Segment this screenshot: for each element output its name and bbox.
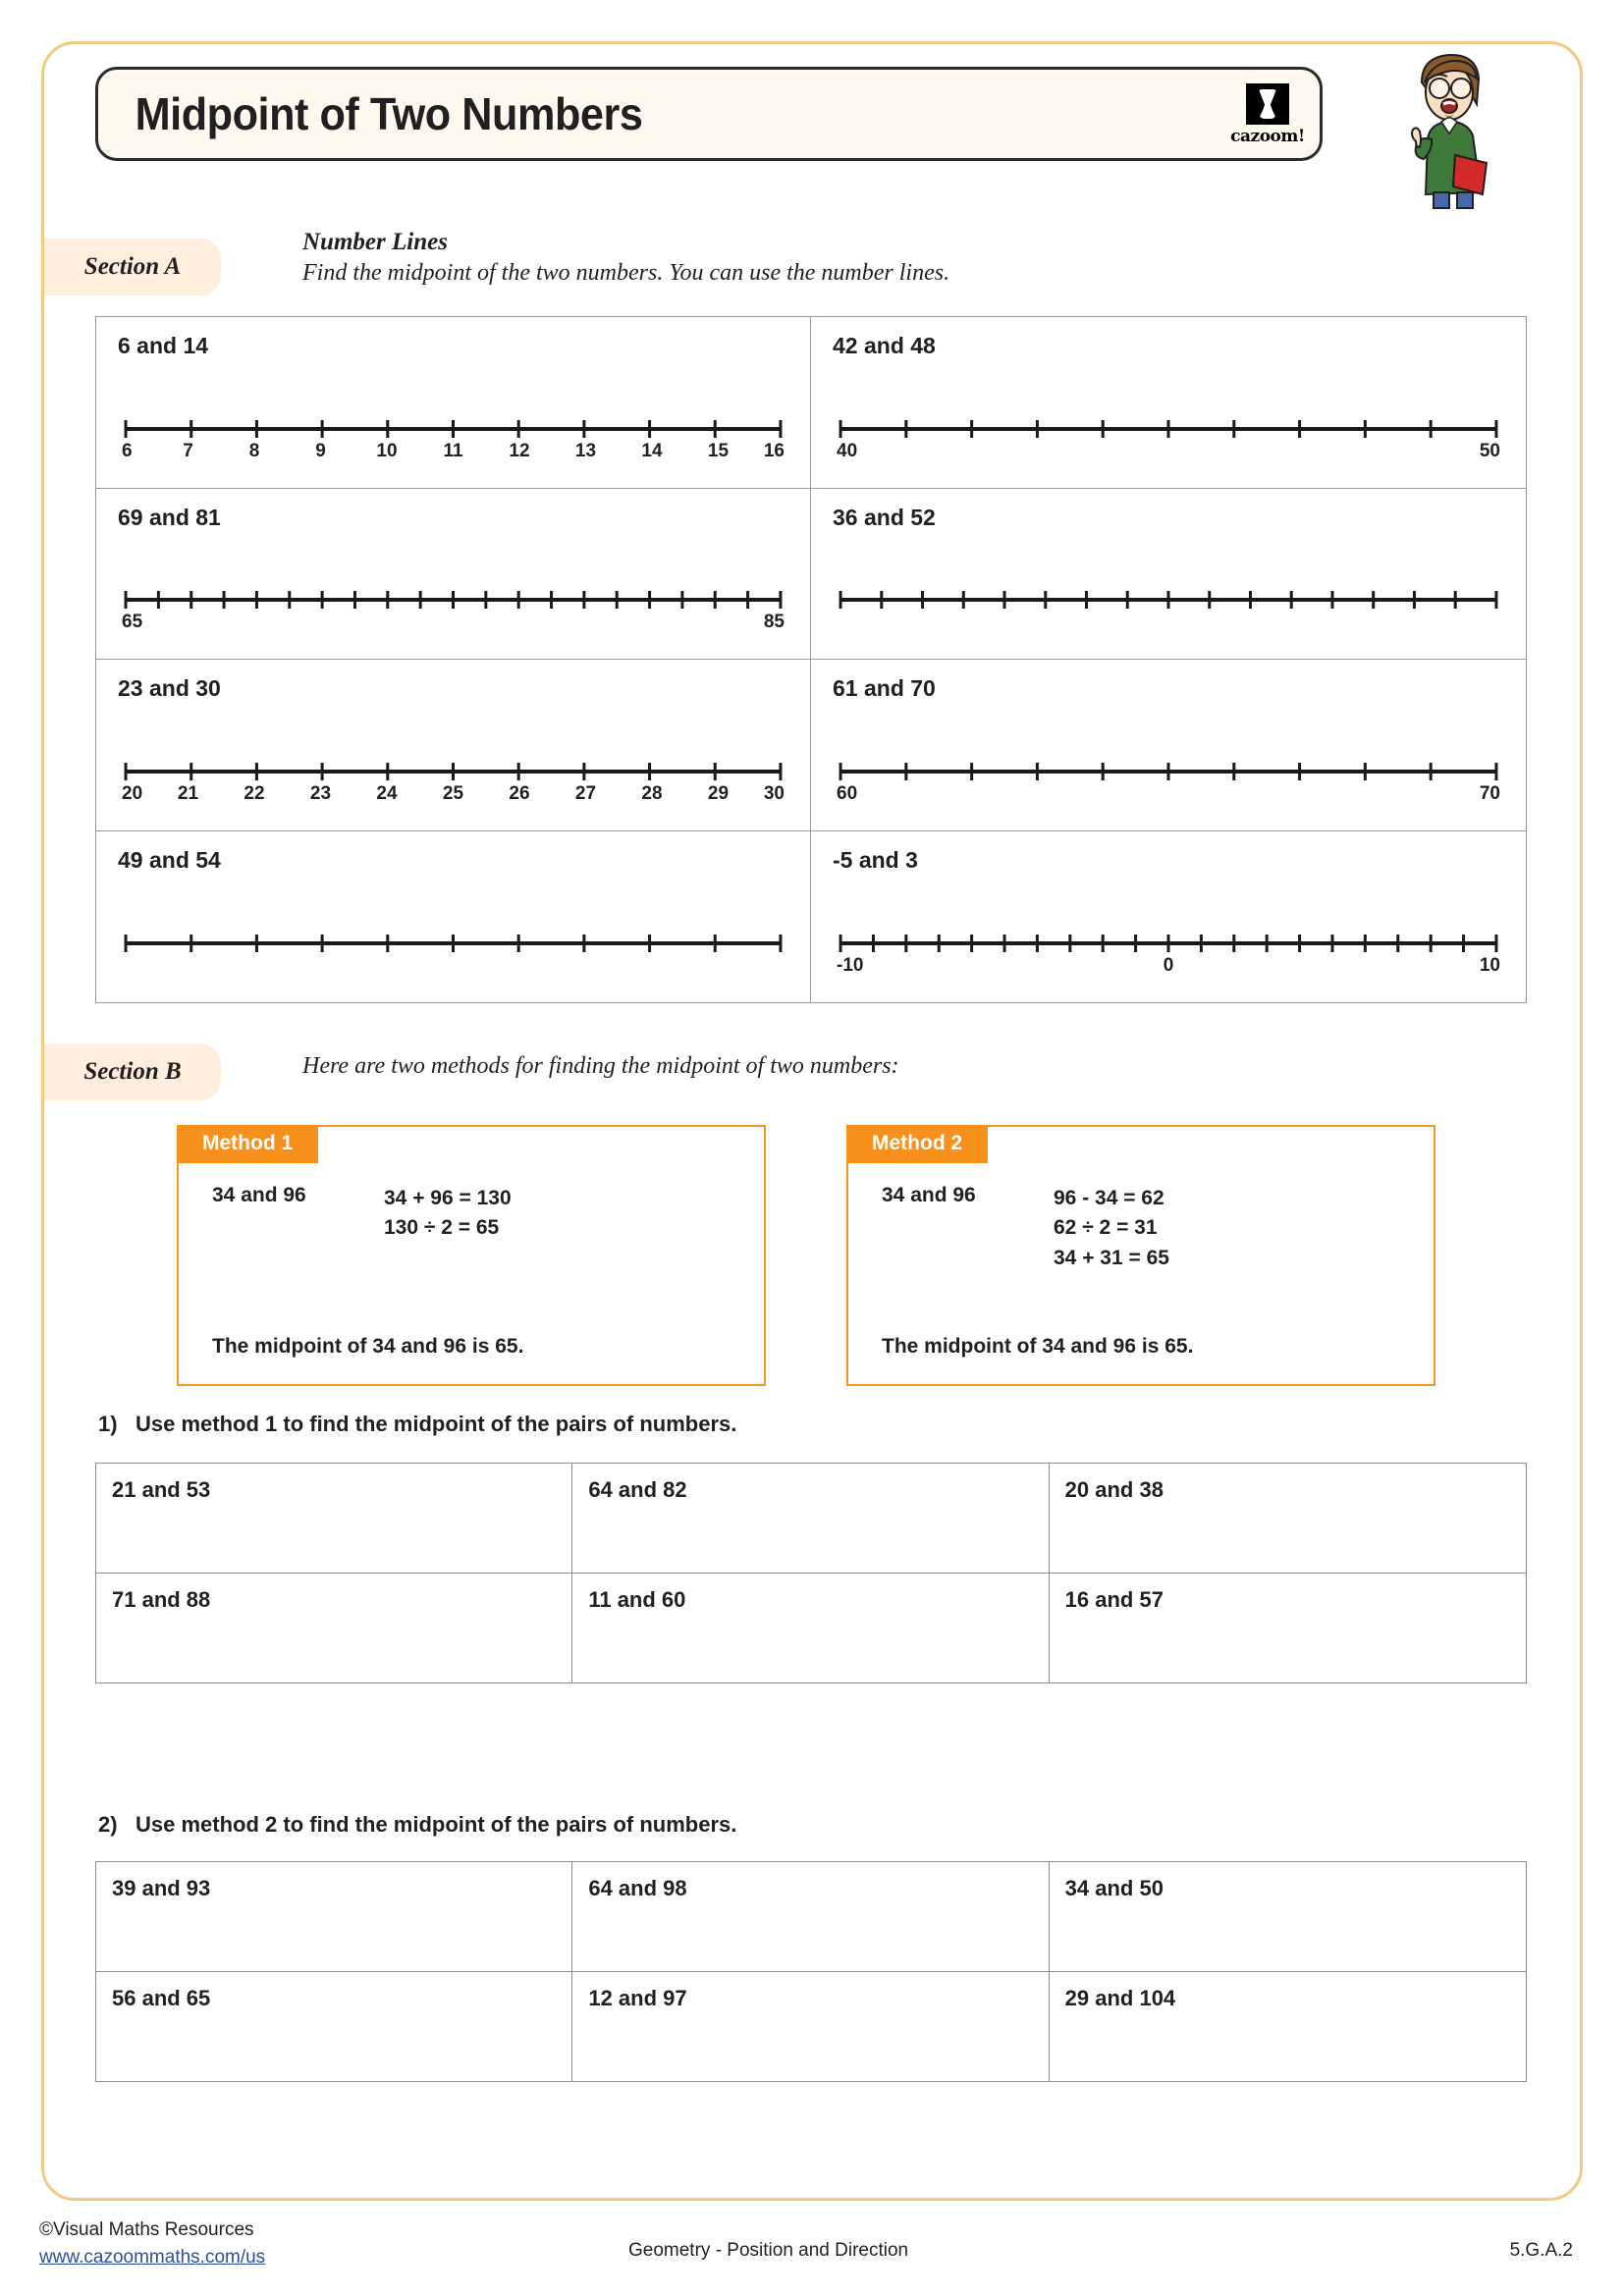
method-1-steps <box>384 1184 512 1244</box>
answer-cell[interactable]: 34 and 50 <box>1050 1862 1526 1972</box>
method-2-conclusion: The midpoint of 34 and 96 is 65. <box>882 1335 1194 1358</box>
cazoom-logo <box>1230 83 1305 150</box>
teacher-mascot-icon <box>1392 45 1510 212</box>
number-line-tick-label: 7 <box>183 440 193 461</box>
number-line-tick-label: 10 <box>1479 955 1500 976</box>
answer-cell[interactable]: 39 and 93 <box>96 1862 572 1972</box>
answer-cell[interactable]: 64 and 98 <box>572 1862 1049 1972</box>
answer-cell[interactable]: 29 and 104 <box>1064 1985 1176 2010</box>
method-2-step-1: 96 - 34 = 62 <box>1054 1187 1164 1209</box>
number-line-tick-label: 26 <box>509 782 530 804</box>
footer-topic: Geometry - Position and Direction <box>628 2240 909 2261</box>
number-line-tick-label: 14 <box>641 440 663 461</box>
method-1-pair: 34 and 96 <box>212 1184 306 1206</box>
number-line-tick-label: 16 <box>763 440 785 461</box>
method-2-title: Method 2 <box>846 1125 988 1163</box>
number-line-pair-label: 6 and 14 <box>118 333 209 358</box>
number-line-tick-label: 11 <box>443 440 463 461</box>
method-2-steps <box>1054 1184 1169 1273</box>
footer-left <box>39 2216 265 2270</box>
answer-cell[interactable]: 12 and 97 <box>572 1972 1049 2082</box>
answer-cell[interactable]: 21 and 53 <box>96 1464 572 1574</box>
method-1-title: Method 1 <box>177 1125 318 1163</box>
number-line-pair-label: 42 and 48 <box>833 333 936 358</box>
answer-cell[interactable]: 64 and 82 <box>572 1464 1049 1574</box>
footer-standard: 5.G.A.2 <box>1509 2240 1573 2261</box>
cazoom-wordmark: cazoom! <box>1230 127 1305 146</box>
number-line-tick-label: 27 <box>574 782 597 804</box>
number-line-tick-label: 20 <box>122 782 143 804</box>
number-line-cell <box>96 489 811 661</box>
number-line-pair-label: 69 and 81 <box>118 504 221 530</box>
number-line-cell <box>811 831 1526 1003</box>
number-line-cell <box>96 317 811 489</box>
number-line-tick-label: 6 <box>122 440 133 461</box>
footer-copyright: ©Visual Maths Resources <box>39 2219 254 2240</box>
section-b-instruction-wrap <box>302 1053 1382 1080</box>
number-line-axis <box>122 922 785 981</box>
question-1-answer-table <box>95 1463 1527 1683</box>
number-line-axis <box>122 750 785 809</box>
method-2-step-2: 62 ÷ 2 = 31 <box>1054 1216 1158 1240</box>
number-line-cell <box>811 489 1526 661</box>
number-line-grid <box>95 316 1527 1003</box>
number-line-tick-label: 10 <box>376 440 398 461</box>
number-line-tick-label: 28 <box>641 782 663 804</box>
section-a-heading: Number Lines <box>302 229 448 255</box>
number-line-tick-label: 15 <box>707 440 730 461</box>
method-1-step-1: 34 + 96 = 130 <box>384 1187 512 1209</box>
method-2-pair: 34 and 96 <box>882 1184 976 1206</box>
method-1-step-2: 130 ÷ 2 = 65 <box>384 1216 500 1240</box>
number-line-cell <box>811 660 1526 831</box>
number-line-pair-label: 49 and 54 <box>118 846 221 873</box>
section-a-description <box>302 229 1284 287</box>
number-line-cell <box>96 831 811 1003</box>
question-2-answer-table <box>95 1861 1527 2082</box>
worksheet-title-bar <box>95 67 1323 161</box>
number-line-tick-label: 60 <box>837 782 858 804</box>
number-line-tick-label: 24 <box>376 782 398 804</box>
answer-cell[interactable]: 56 and 65 <box>96 1972 572 2082</box>
number-line-pair-label: 61 and 70 <box>833 675 936 701</box>
section-a-instruction: Find the midpoint of the two numbers. You can use the number lines. <box>302 260 950 286</box>
number-line-tick-label: 23 <box>309 782 332 804</box>
number-line-cell <box>96 660 811 831</box>
section-a-pill: Section A <box>44 239 221 295</box>
number-line-tick-label: 30 <box>763 782 785 804</box>
question-1-label <box>98 1412 736 1437</box>
method-1-box <box>177 1125 766 1386</box>
number-line-tick-label: -10 <box>837 955 864 976</box>
number-line-pair-label: 23 and 30 <box>118 675 221 701</box>
section-b-instruction: Here are two methods for finding the midpoint of two numbers: <box>302 1053 899 1079</box>
number-line-pair-label: -5 and 3 <box>833 846 918 873</box>
page-footer <box>0 2216 1624 2295</box>
number-line-axis <box>837 750 1500 809</box>
number-line-axis <box>122 578 785 637</box>
question-2-number: 2) <box>98 1812 118 1837</box>
answer-cell[interactable]: 20 and 38 <box>1050 1464 1526 1574</box>
number-line-tick-label: 50 <box>1479 440 1500 461</box>
question-2-text: Use method 2 to find the midpoint of the pairs of numbers. <box>135 1812 737 1837</box>
number-line-tick-label: 0 <box>1163 955 1174 976</box>
cazoom-cup-icon <box>1246 83 1289 125</box>
question-1-text: Use method 1 to find the midpoint of the pairs of numbers. <box>135 1412 737 1436</box>
answer-cell[interactable]: 11 and 60 <box>572 1574 1049 1683</box>
number-line-tick-label: 25 <box>442 782 464 804</box>
number-line-cell <box>811 317 1526 489</box>
number-line-tick-label: 22 <box>244 782 265 804</box>
number-line-tick-label: 85 <box>763 612 785 632</box>
number-line-tick-label: 65 <box>122 612 143 632</box>
number-line-tick-label: 29 <box>707 782 730 804</box>
method-2-box <box>846 1125 1435 1386</box>
number-line-tick-label: 70 <box>1479 782 1500 804</box>
question-2-label <box>98 1812 736 1838</box>
footer-website-link[interactable]: www.cazoommaths.com/us <box>39 2246 266 2268</box>
answer-cell[interactable]: 71 and 88 <box>96 1574 572 1683</box>
number-line-axis <box>122 407 785 466</box>
number-line-pair-label: 36 and 52 <box>833 504 936 530</box>
answer-cell[interactable]: 16 and 57 <box>1064 1586 1164 1612</box>
number-line-tick-label: 12 <box>509 440 530 461</box>
number-line-axis <box>837 407 1500 466</box>
number-line-tick-label: 8 <box>248 440 260 461</box>
number-line-axis <box>837 578 1500 637</box>
number-line-tick-label: 21 <box>177 782 199 804</box>
method-1-conclusion: The midpoint of 34 and 96 is 65. <box>212 1335 524 1358</box>
number-line-tick-label: 9 <box>315 440 326 461</box>
number-line-axis <box>837 922 1500 981</box>
page-title: Midpoint of Two Numbers <box>135 88 643 139</box>
question-1-number: 1) <box>98 1412 118 1436</box>
number-line-tick-label: 13 <box>574 440 597 461</box>
section-b-pill: Section B <box>44 1043 221 1100</box>
method-2-step-3: 34 + 31 = 65 <box>1054 1246 1169 1269</box>
number-line-tick-label: 40 <box>837 440 858 461</box>
